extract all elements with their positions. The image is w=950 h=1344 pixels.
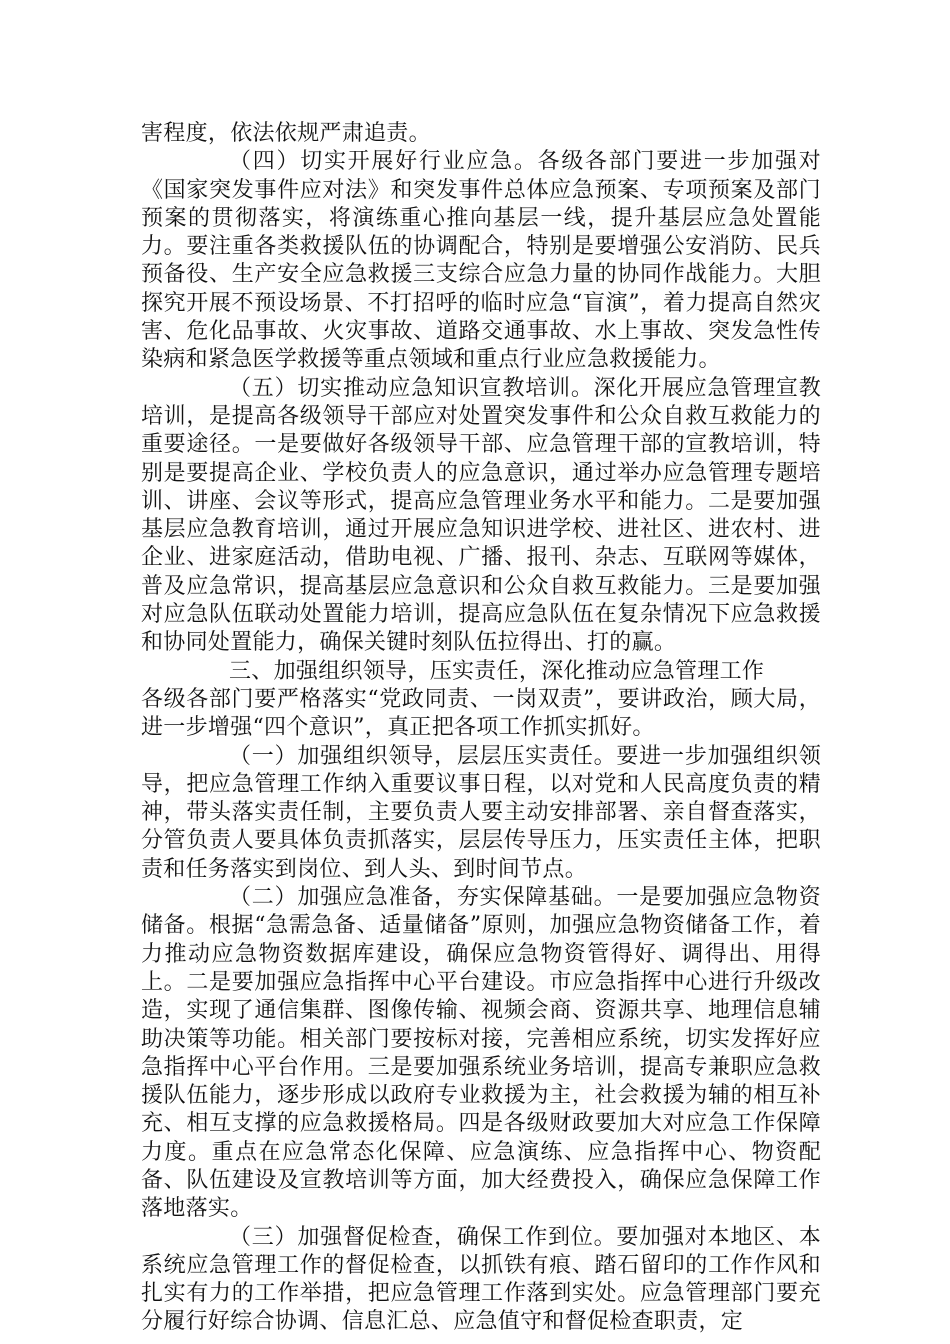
paragraph-continuation: 害程度，依法依规严肃追责。 [141, 121, 431, 146]
section-heading-3: 三、加强组织领导，压实责任，深化推动应急管理工作 [229, 658, 765, 684]
paragraph-section-3-intro: 各级各部门要严格落实“党政同责、一岗双责”，要讲政治，顾大局，进一步增强“四个意识”，真正把各项工作抓实抓好。 [141, 686, 821, 741]
paragraph-section-4: （四）切实开展好行业应急。各级各部门要进一步加强对《国家突发事件应对法》和突发事件总体应急预案、专项预案及部门预案的贯彻落实，将演练重心推向基层一线，提升基层应急处置能力。要注重各类救援队伍的协调配合，特别是要增强公安消防、民兵预备役、生产安全应急救援三支综合应急力量的协同作战能力。大胆探究开展不预设场景、不打招呼的临时应急“盲演”，着力提高自然灾害、危化品事故、火灾事故、道路交通事故、水上事故、突发急性传染病和紧急医学救援等重点领域和重点行业应急救援能力。 [141, 149, 821, 373]
paragraph-subsection-2: （二）加强应急准备，夯实保障基础。一是要加强应急物资储备。根据“急需急备、适量储备”原则，加强应急物资储备工作，着力推动应急物资数据库建设，确保应急物资管得好、调得出、用得上。二是要加强应急指挥中心平台建设。市应急指挥中心进行升级改造，实现了通信集群、图像传输、视频会商、资源共享、地理信息辅助决策等功能。相关部门要按标对接，完善相应系统，切实发挥好应急指挥中心平台作用。三是要加强系统业务培训，提高专兼职应急救援队伍能力，逐步形成以政府专业救援为主，社会救援为辅的相互补充、相互支撑的应急救援格局。四是各级财政要加大对应急工作保障力度。重点在应急常态化保障、应急演练、应急指挥中心、物资配备、队伍建设及宣教培训等方面，加大经费投入，确保应急保障工作落地落实。 [141, 885, 821, 1222]
paragraph-subsection-3: （三）加强督促检查，确保工作到位。要加强对本地区、本系统应急管理工作的督促检查，以抓铁有痕、踏石留印的工作作风和扎实有力的工作举措，把应急管理工作落到实处。应急管理部门要充分履行好综合协调、信息汇总、应急值守和督促检查职责，定 [141, 1224, 821, 1335]
paragraph-subsection-1: （一）加强组织领导，层层压实责任。要进一步加强组织领导，把应急管理工作纳入重要议事日程，以对党和人民高度负责的精神，带头落实责任制，主要负责人要主动安排部署、亲自督查落实，分管负责人要具体负责抓落实，层层传导压力，压实责任主体，把职责和任务落实到岗位、到人头、到时间节点。 [141, 743, 821, 882]
document-body [141, 120, 821, 1337]
paragraph-section-5: （五）切实推动应急知识宣教培训。深化开展应急管理宣教培训，是提高各级领导干部应对处置突发事件和公众自救互救能力的重要途径。一是要做好各级领导干部、应急管理干部的宣教培训，特别是要提高企业、学校负责人的应急意识，通过举办应急管理专题培训、讲座、会议等形式，提高应急管理业务水平和能力。二是要加强基层应急教育培训，通过开展应急知识进学校、进社区、进农村、进企业、进家庭活动，借助电视、广播、报刊、杂志、互联网等媒体，普及应急常识，提高基层应急意识和公众自救互救能力。三是要加强对应急队伍联动处置能力培训，提高应急队伍在复杂情况下应急救援和协同处置能力，确保关键时刻队伍拉得出、打的赢。 [141, 375, 821, 656]
